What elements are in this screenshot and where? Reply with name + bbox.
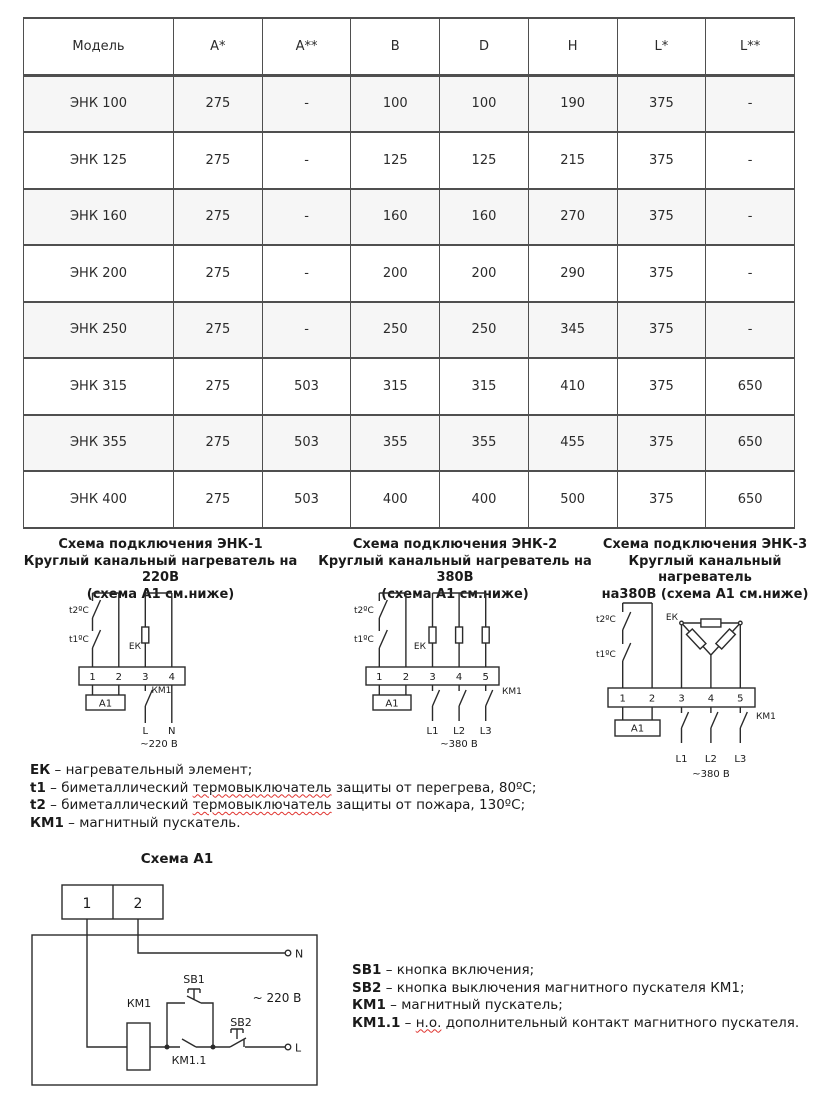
table-cell: -: [706, 75, 795, 132]
table-cell: 315: [351, 358, 440, 415]
n-terminal: [285, 950, 291, 956]
table-cell: -: [262, 245, 351, 302]
sb2-label: SB2: [230, 1016, 252, 1029]
delta-node-right: [739, 621, 743, 625]
diagram1-title-line3: (схема А1 см.ниже): [86, 586, 235, 602]
table-cell: 200: [440, 245, 529, 302]
delta-resistor-right: [716, 629, 735, 649]
terminal-5: 5: [482, 672, 489, 683]
legend-term: КМ1: [352, 997, 386, 1013]
diagram1-title-line2: Круглый канальный нагреватель на 220В: [23, 553, 298, 585]
table-row: [24, 358, 795, 415]
km1-label: КМ1: [756, 712, 776, 722]
km1-label: КМ1: [126, 997, 152, 1010]
table-row: [24, 302, 795, 359]
table-cell: 503: [262, 358, 351, 415]
km1-contacts: [433, 685, 493, 721]
diagram3-title-line2: Круглый канальный нагреватель: [628, 553, 782, 585]
table-cell: -: [706, 132, 795, 189]
legend-term: ЕК: [30, 762, 51, 778]
legend-term: t2: [30, 797, 46, 813]
table-cell: 100: [351, 75, 440, 132]
table-row: [24, 415, 795, 472]
legend-item: SB1 – кнопка включения;: [352, 962, 535, 978]
table-cell: 375: [617, 415, 706, 472]
km11-label: КМ1.1: [171, 1054, 207, 1067]
l2-label: L2: [453, 726, 466, 737]
table-cell: 455: [528, 415, 617, 472]
table-cell: 650: [706, 415, 795, 472]
col-header-5: H: [528, 18, 617, 75]
legend-term: КМ1.1: [352, 1014, 401, 1031]
voltage-label: ~220 В: [140, 739, 178, 750]
l2-label: L2: [704, 754, 717, 765]
table-cell: 125: [440, 132, 529, 189]
terminal-2: 2: [115, 672, 122, 683]
delta-resistor-left: [686, 629, 705, 649]
col-header-2: A**: [262, 18, 351, 75]
misspelled-word: термовыключатель: [192, 779, 332, 796]
table-cell: 275: [174, 471, 263, 528]
table-row: [24, 471, 795, 528]
col-header-0: Модель: [24, 18, 174, 75]
table-cell: ЭНК 100: [24, 75, 174, 132]
terminal-4: 4: [455, 672, 463, 683]
diagram3-title-line3: на380В (схема А1 см.ниже): [601, 586, 809, 602]
col-header-7: L**: [706, 18, 795, 75]
heater-resistor-2: [456, 627, 463, 643]
table-cell: 375: [617, 189, 706, 246]
table-cell: 275: [174, 132, 263, 189]
table-cell: 375: [617, 75, 706, 132]
t1-label: t1ºC: [354, 635, 374, 645]
legend-term: SB1: [352, 962, 382, 978]
heater-resistor-1: [429, 627, 436, 643]
km1-contacts: [682, 707, 748, 743]
table-cell: 650: [706, 471, 795, 528]
table-cell: -: [262, 75, 351, 132]
table-cell: -: [262, 189, 351, 246]
legend-item: КМ1.1 – н.о. дополнительный контакт магнитного пускателя.: [352, 1014, 800, 1031]
table-cell: 375: [617, 132, 706, 189]
table-row: [24, 189, 795, 246]
a1-label: А1: [630, 723, 645, 735]
table-cell: 290: [528, 245, 617, 302]
table-cell: -: [706, 189, 795, 246]
table-cell: 275: [174, 245, 263, 302]
table-cell: 275: [174, 415, 263, 472]
terminal-2: 2: [133, 896, 143, 912]
diagram2-title-line2: Круглый канальный нагреватель на 380В: [318, 553, 592, 585]
l3-label: L3: [479, 726, 492, 737]
table-cell: 125: [351, 132, 440, 189]
table-cell: 410: [528, 358, 617, 415]
table-cell: 355: [440, 415, 529, 472]
components-legend: [30, 762, 536, 832]
terminal-1: 1: [376, 672, 383, 683]
col-header-6: L*: [617, 18, 706, 75]
terminal-3: 3: [678, 693, 685, 705]
table-cell: 400: [440, 471, 529, 528]
table-row: [24, 75, 795, 132]
a1-legend: [352, 962, 799, 1032]
table-cell: 355: [351, 415, 440, 472]
table-cell: -: [262, 132, 351, 189]
node-dot-1: [165, 1045, 170, 1050]
terminal-1: 1: [82, 896, 92, 912]
table-cell: 250: [351, 302, 440, 359]
table-cell: 275: [174, 75, 263, 132]
t1-label: t1ºC: [596, 650, 616, 660]
table-cell: 215: [528, 132, 617, 189]
diagram3-title: [595, 537, 815, 603]
sb1-label: SB1: [183, 973, 205, 986]
voltage-label: ~380 В: [440, 739, 478, 750]
km1-label: КМ1: [502, 687, 522, 697]
voltage-label: ~380 В: [692, 769, 730, 780]
n-label: N: [295, 947, 304, 961]
table-cell: 375: [617, 358, 706, 415]
table-cell: ЭНК 250: [24, 302, 174, 359]
table-cell: 200: [351, 245, 440, 302]
a1-schema-title: Схема А1: [140, 851, 214, 867]
legend-item: t2 – биметаллический термовыключатель защиты от пожара, 130ºС;: [30, 797, 526, 813]
table-cell: ЭНК 200: [24, 245, 174, 302]
table-cell: 160: [440, 189, 529, 246]
table-cell: 250: [440, 302, 529, 359]
col-header-3: B: [351, 18, 440, 75]
table-body: [24, 75, 795, 528]
delta-node-left: [680, 621, 684, 625]
table-cell: -: [706, 245, 795, 302]
legend-term: t1: [30, 779, 46, 796]
table-cell: 270: [528, 189, 617, 246]
t2-label: t2ºC: [354, 606, 374, 616]
table-cell: 375: [617, 302, 706, 359]
thermal-switch-blades: [379, 600, 387, 648]
km1-coil: [127, 1023, 150, 1070]
terminal-1: 1: [89, 672, 96, 683]
misspelled-word: н.о.: [415, 1014, 442, 1031]
terminal-1: 1: [619, 693, 626, 705]
dimensions-table: [23, 17, 795, 529]
terminal-4: 4: [168, 672, 175, 683]
table-cell: 315: [440, 358, 529, 415]
table-cell: 190: [528, 75, 617, 132]
thermal-switch-blades: [93, 600, 101, 648]
terminal-3: 3: [142, 672, 149, 683]
table-cell: 345: [528, 302, 617, 359]
legend-item: ЕК – нагревательный элемент;: [30, 762, 253, 778]
diagram2-title-line1: Схема подключения ЭНК-2: [352, 537, 558, 552]
l-label: L: [142, 726, 149, 737]
diagram3-title-line1: Схема подключения ЭНК-3: [602, 537, 808, 552]
table-cell: ЭНК 315: [24, 358, 174, 415]
table-cell: 400: [351, 471, 440, 528]
table-header: [24, 18, 795, 75]
table-row: [24, 132, 795, 189]
table-cell: 503: [262, 471, 351, 528]
km1-label: КМ1: [151, 686, 172, 696]
table-cell: 275: [174, 302, 263, 359]
terminal-5: 5: [737, 693, 744, 705]
legend-item: SB2 – кнопка выключения магнитного пускателя КМ1;: [352, 979, 745, 996]
diagram2-title-line3: (схема А1 см.ниже): [381, 586, 529, 602]
t2-label: t2ºC: [596, 615, 616, 625]
terminal-4: 4: [707, 693, 715, 705]
table-cell: 275: [174, 358, 263, 415]
header-row: [24, 18, 795, 75]
l3-label: L3: [734, 754, 747, 765]
table-cell: 160: [351, 189, 440, 246]
table-cell: 275: [174, 189, 263, 246]
node-dot-2: [211, 1045, 216, 1050]
a1-schematic: [28, 880, 343, 1092]
ek-label: ЕК: [413, 642, 426, 652]
heater-resistor: [142, 627, 149, 643]
table-cell: 375: [617, 471, 706, 528]
legend-term: КМ1: [30, 814, 64, 831]
table-cell: ЭНК 400: [24, 471, 174, 528]
table-cell: ЭНК 125: [24, 132, 174, 189]
t2-label: t2ºC: [69, 606, 89, 616]
n-label: N: [168, 726, 176, 737]
l1-label: L1: [675, 754, 688, 765]
table-row: [24, 245, 795, 302]
col-header-4: D: [440, 18, 529, 75]
table-cell: ЭНК 355: [24, 415, 174, 472]
col-header-1: A*: [174, 18, 263, 75]
enk2-schematic: [345, 584, 535, 754]
heater-resistor-3: [482, 627, 489, 643]
t1-label: t1ºC: [69, 635, 89, 645]
legend-item: t1 – биметаллический термовыключатель защиты от перегрева, 80ºС;: [30, 779, 537, 796]
diagram1-title-line1: Схема подключения ЭНК-1: [58, 537, 263, 552]
legend-term: SB2: [352, 979, 382, 996]
terminal-2: 2: [402, 672, 410, 683]
ek-label: ЕК: [128, 642, 141, 652]
ek-label: ЕК: [665, 613, 678, 623]
table-cell: -: [262, 302, 351, 359]
table-cell: 650: [706, 358, 795, 415]
misspelled-word: термовыключатель: [192, 797, 332, 813]
a1-label: А1: [98, 698, 113, 710]
terminal-2: 2: [648, 693, 656, 705]
legend-item: КМ1 – магнитный пускатель;: [352, 997, 563, 1013]
enk1-schematic: [55, 584, 220, 752]
thermal-switch-blades: [623, 612, 631, 661]
table-cell: ЭНК 160: [24, 189, 174, 246]
terminal-3: 3: [429, 672, 436, 683]
l1-label: L1: [426, 726, 439, 737]
table-cell: 500: [528, 471, 617, 528]
l-terminal: [285, 1044, 291, 1050]
table-cell: 503: [262, 415, 351, 472]
table-cell: -: [706, 302, 795, 359]
legend-item: КМ1 – магнитный пускатель.: [30, 814, 241, 831]
voltage-label: ~ 220 В: [252, 991, 302, 1005]
a1-label: А1: [385, 698, 399, 710]
l-label: L: [295, 1041, 302, 1055]
table-cell: 375: [617, 245, 706, 302]
table-cell: 100: [440, 75, 529, 132]
enk3-schematic: [590, 596, 820, 786]
delta-resistor-top: [701, 619, 721, 627]
